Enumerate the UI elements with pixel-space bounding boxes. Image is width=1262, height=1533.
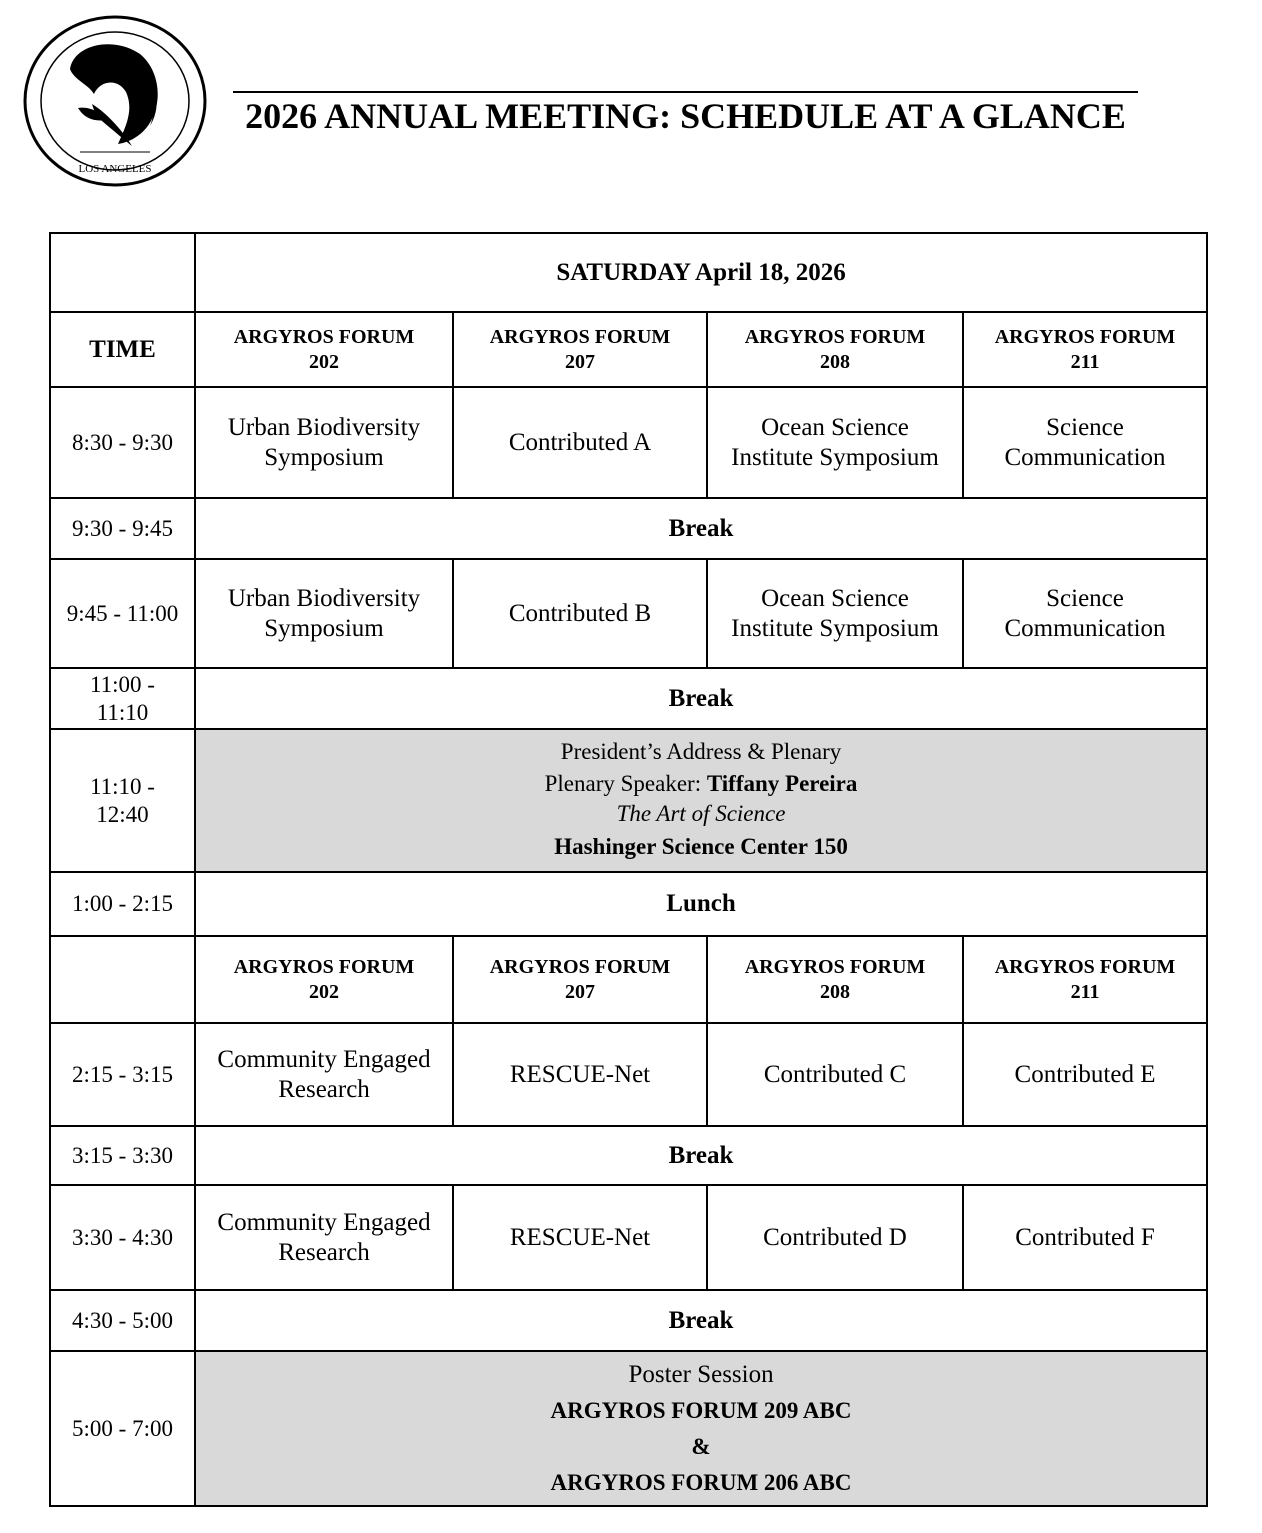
session-row bbox=[50, 387, 1207, 498]
session-cell: Contributed F bbox=[963, 1185, 1207, 1290]
lunch-label: Lunch bbox=[195, 872, 1207, 936]
session-cell: Contributed C bbox=[707, 1023, 963, 1126]
empty-cell bbox=[50, 936, 195, 1023]
time-cell: 2:15 - 3:15 bbox=[50, 1023, 195, 1126]
plenary-location: Hashinger Science Center 150 bbox=[554, 833, 848, 859]
room-header-211: ARGYROS FORUM 211 bbox=[963, 312, 1207, 387]
poster-ampersand: & bbox=[691, 1433, 711, 1459]
time-cell: 9:30 - 9:45 bbox=[50, 498, 195, 559]
room-header-207: ARGYROS FORUM 207 bbox=[453, 312, 707, 387]
lunch-row bbox=[50, 872, 1207, 936]
time-column-header: TIME bbox=[50, 312, 195, 387]
time-cell: 1:00 - 2:15 bbox=[50, 872, 195, 936]
session-cell: Community Engaged Research bbox=[195, 1023, 453, 1126]
plenary-speaker-line: Plenary Speaker: Tiffany Pereira bbox=[544, 770, 858, 796]
session-cell: Community Engaged Research bbox=[195, 1185, 453, 1290]
break-label: Break bbox=[195, 1290, 1207, 1351]
poster-row bbox=[50, 1351, 1207, 1506]
break-row bbox=[50, 498, 1207, 559]
session-cell: Science Communication bbox=[963, 559, 1207, 668]
session-cell: Contributed D bbox=[707, 1185, 963, 1290]
poster-room-1: ARGYROS FORUM 209 ABC bbox=[550, 1397, 852, 1423]
time-cell: 11:00 - 11:10 bbox=[50, 668, 195, 729]
room-header-208: ARGYROS FORUM 208 bbox=[707, 312, 963, 387]
session-cell: RESCUE-Net bbox=[453, 1023, 707, 1126]
break-row bbox=[50, 1290, 1207, 1351]
session-row bbox=[50, 559, 1207, 668]
time-cell: 11:10 - 12:40 bbox=[50, 729, 195, 872]
session-cell: Urban Biodiversity Symposium bbox=[195, 559, 453, 668]
session-cell: Science Communication bbox=[963, 387, 1207, 498]
plenary-speaker: Tiffany Pereira bbox=[706, 770, 858, 796]
time-cell: 3:30 - 4:30 bbox=[50, 1185, 195, 1290]
time-cell: 3:15 - 3:30 bbox=[50, 1126, 195, 1185]
room-header-row bbox=[50, 936, 1207, 1023]
session-cell: Contributed E bbox=[963, 1023, 1207, 1126]
day-row bbox=[50, 233, 1207, 312]
poster-cell bbox=[195, 1351, 1207, 1506]
room-header-202: ARGYROS FORUM 202 bbox=[195, 936, 453, 1023]
poster-title: Poster Session bbox=[628, 1360, 774, 1388]
time-cell: 4:30 - 5:00 bbox=[50, 1290, 195, 1351]
room-header-202: ARGYROS FORUM 202 bbox=[195, 312, 453, 387]
plenary-talk-title: The Art of Science bbox=[616, 800, 786, 826]
session-cell: Urban Biodiversity Symposium bbox=[195, 387, 453, 498]
session-cell: Contributed B bbox=[453, 559, 707, 668]
session-cell: RESCUE-Net bbox=[453, 1185, 707, 1290]
session-cell: Ocean Science Institute Symposium bbox=[707, 559, 963, 668]
page-title: 2026 ANNUAL MEETING: SCHEDULE AT A GLANCE bbox=[245, 96, 1126, 136]
session-row bbox=[50, 1185, 1207, 1290]
room-header-208: ARGYROS FORUM 208 bbox=[707, 936, 963, 1023]
poster-room-2: ARGYROS FORUM 206 ABC bbox=[550, 1469, 852, 1495]
session-row bbox=[50, 1023, 1207, 1126]
plenary-title: President’s Address & Plenary bbox=[560, 738, 842, 764]
schedule-table bbox=[49, 232, 1208, 1507]
time-cell: 5:00 - 7:00 bbox=[50, 1351, 195, 1506]
session-cell: Contributed A bbox=[453, 387, 707, 498]
break-label: Break bbox=[195, 1126, 1207, 1185]
session-cell: Ocean Science Institute Symposium bbox=[707, 387, 963, 498]
plenary-row bbox=[50, 729, 1207, 872]
room-header-207: ARGYROS FORUM 207 bbox=[453, 936, 707, 1023]
break-label: Break bbox=[195, 668, 1207, 729]
time-cell: 8:30 - 9:30 bbox=[50, 387, 195, 498]
svg-text:LOS ANGELES: LOS ANGELES bbox=[78, 163, 152, 175]
time-cell: 9:45 - 11:00 bbox=[50, 559, 195, 668]
title-rule bbox=[233, 91, 1138, 93]
break-row bbox=[50, 1126, 1207, 1185]
plenary-cell bbox=[195, 729, 1207, 872]
day-heading: SATURDAY April 18, 2026 bbox=[195, 233, 1207, 312]
academy-seal-logo bbox=[22, 14, 208, 188]
break-row bbox=[50, 668, 1207, 729]
break-label: Break bbox=[195, 498, 1207, 559]
room-header-211: ARGYROS FORUM 211 bbox=[963, 936, 1207, 1023]
empty-cell bbox=[50, 233, 195, 312]
room-header-row bbox=[50, 312, 1207, 387]
